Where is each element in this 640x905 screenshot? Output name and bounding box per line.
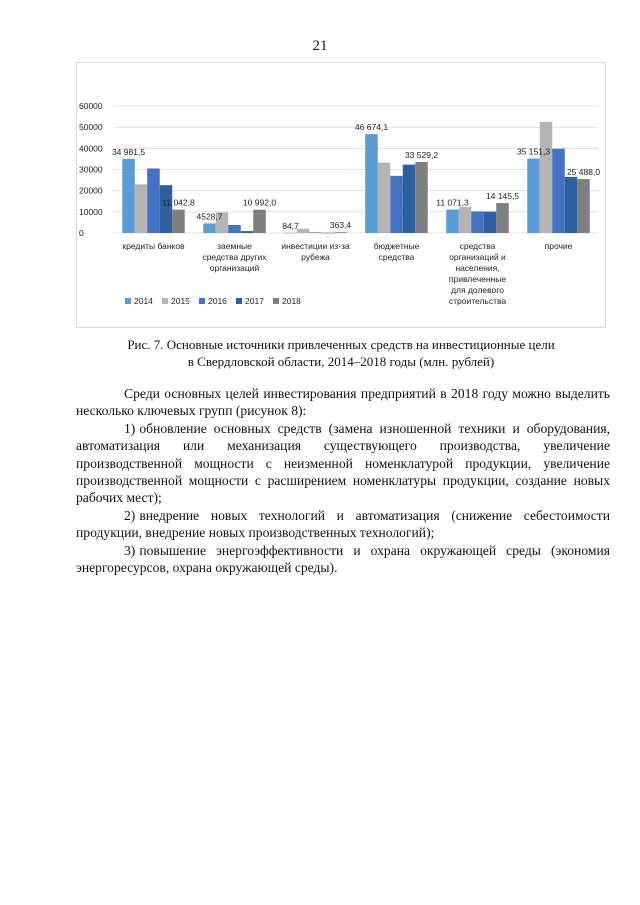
data-label: 11 071,3 <box>436 197 469 208</box>
y-tick-label: 60000 <box>79 101 103 111</box>
bar <box>565 177 578 233</box>
y-tick-label: 30000 <box>79 164 103 175</box>
caption-line-1: Рис. 7. Основные источники привлеченных средств на инвестиционные цели <box>127 337 555 352</box>
bar <box>203 223 216 233</box>
bar <box>415 162 428 233</box>
list-item-number: 3) <box>124 542 136 558</box>
bar <box>471 211 484 233</box>
bar <box>284 233 297 234</box>
category-label: организаций и <box>449 252 506 262</box>
bar <box>459 207 472 233</box>
data-label: 14 145,5 <box>485 191 520 202</box>
category-label: средства <box>459 241 496 251</box>
legend-label: 2018 <box>282 296 301 306</box>
y-tick-label: 20000 <box>79 185 103 196</box>
bar <box>390 176 403 233</box>
category-label: прочие <box>544 241 573 251</box>
bar <box>122 159 135 233</box>
body-text <box>76 385 610 576</box>
data-label: 34 981,5 <box>111 146 146 157</box>
data-label: 363,4 <box>329 220 352 231</box>
category-label: привлеченные <box>448 274 507 284</box>
legend-swatch <box>273 298 279 304</box>
category-label: кредиты банков <box>122 241 185 251</box>
list-item-text: внедрение новых технологий и автоматизация (снижение себестоимости продукции, внедрение новых производственных технологий); <box>76 507 610 541</box>
list-item-number: 1) <box>124 420 136 436</box>
y-tick-label: 40000 <box>79 143 103 154</box>
bar <box>334 232 347 233</box>
bar <box>540 122 553 233</box>
list-item-text: повышение энергоэффективности и охрана окружающей среды (экономия энергоресурсов, охрана окружающей среды). <box>76 542 610 576</box>
bar <box>552 149 565 233</box>
list-item-number: 2) <box>124 507 136 523</box>
data-label: 11 042,8 <box>162 197 195 208</box>
bar <box>241 231 254 233</box>
bar <box>365 134 378 233</box>
chart-frame <box>76 62 606 328</box>
caption-line-2: в Свердловской области, 2014–2018 годы (млн. рублей) <box>187 354 495 369</box>
bar <box>135 184 148 233</box>
category-label: организаций <box>209 263 260 273</box>
category-label: заемные <box>217 241 252 251</box>
figure-caption <box>76 336 606 370</box>
y-tick-label: 10000 <box>79 206 103 217</box>
legend-label: 2014 <box>134 296 153 306</box>
bar <box>577 179 590 233</box>
legend-label: 2017 <box>245 296 264 306</box>
bar <box>484 212 497 233</box>
bar <box>322 233 335 234</box>
category-label: строительства <box>448 296 507 306</box>
data-label: 84,7 <box>282 220 299 231</box>
category-label: рубежа <box>301 252 330 262</box>
data-label: 46 674,1 <box>354 122 389 133</box>
data-label: 35 151,3 <box>516 146 551 157</box>
legend-swatch <box>125 298 131 304</box>
bar <box>147 168 160 233</box>
category-label: для долевого <box>451 285 504 295</box>
intro-paragraph: Среди основных целей инвестирования предприятий в 2018 году можно выделить несколько ключевых групп (рисунок 8): <box>76 386 610 419</box>
legend-label: 2015 <box>171 296 190 306</box>
y-tick-label: 0 <box>79 228 84 238</box>
legend-swatch <box>162 298 168 304</box>
bar <box>403 165 416 233</box>
legend-swatch <box>199 298 205 304</box>
bar <box>228 225 241 233</box>
category-label: населения, <box>455 263 500 273</box>
bar-chart <box>77 63 607 329</box>
list-item-text: обновление основных средств (замена изношенной техники и оборудования, автоматизация или механизация существующего производства, увеличение производственной мощности с неизменной номенклатурой продукции, увеличение производственной мощности с расширением номенклатуры продукции, создание новых рабочих мест); <box>76 420 610 506</box>
bar <box>160 185 173 233</box>
category-label: инвестиции из-за <box>281 241 350 251</box>
category-label: средства других <box>202 252 267 262</box>
y-tick-label: 50000 <box>79 122 103 133</box>
bar <box>496 203 509 233</box>
list-item <box>76 507 610 542</box>
bar <box>172 210 185 233</box>
data-label: 33 529,2 <box>404 150 439 161</box>
category-label: бюджетные <box>373 241 420 251</box>
legend-swatch <box>236 298 242 304</box>
data-label: 25 488,0 <box>566 167 601 178</box>
page-number: 21 <box>312 38 328 54</box>
data-label: 10 992,0 <box>242 197 277 208</box>
legend-label: 2016 <box>208 296 227 306</box>
list-item <box>76 542 610 577</box>
list-item <box>76 420 610 507</box>
bar <box>253 210 266 233</box>
category-label: средства <box>378 252 415 262</box>
bar <box>446 210 459 233</box>
bar <box>527 159 540 233</box>
data-label: 4528,7 <box>196 211 223 222</box>
bar <box>309 232 322 233</box>
bar <box>378 163 391 233</box>
